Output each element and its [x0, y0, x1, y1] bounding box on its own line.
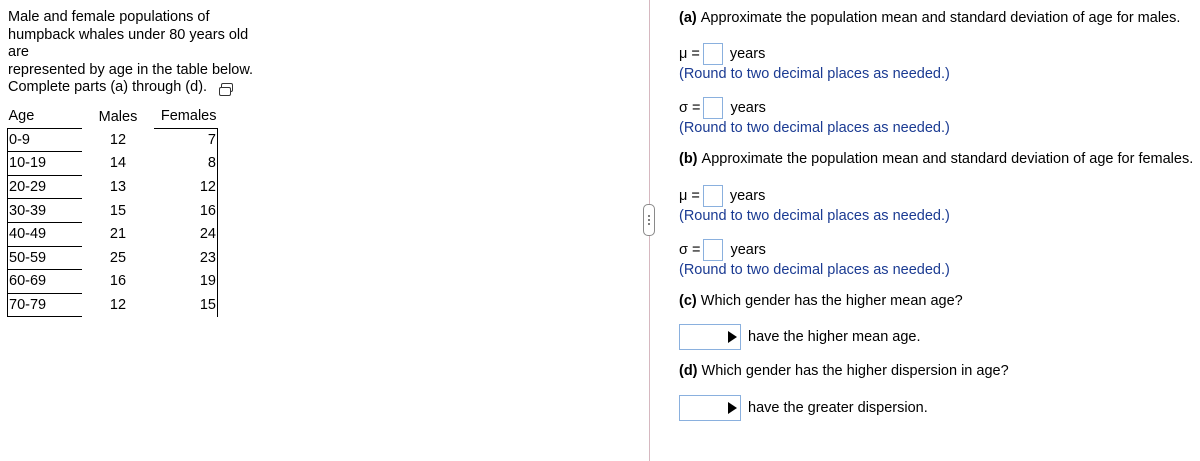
males-cell: 13: [109, 179, 127, 196]
dropdown-arrow-icon: [728, 331, 737, 343]
rounding-hint: (Round to two decimal places as needed.): [679, 262, 950, 278]
sigma-symbol: σ =: [679, 242, 701, 258]
part-b-sigma-input[interactable]: [703, 239, 723, 261]
age-cell: 30-39: [8, 199, 83, 223]
females-cell: 15: [154, 293, 218, 317]
table-row: [8, 175, 218, 199]
age-cell: 10-19: [8, 152, 83, 176]
answer-suffix: have the higher mean age.: [748, 329, 921, 345]
dropdown-arrow-icon: [728, 402, 737, 414]
intro-line: Male and female populations of: [8, 9, 210, 25]
males-cell: 12: [109, 297, 127, 314]
table-row: [8, 293, 218, 317]
unit-label: years: [729, 188, 766, 204]
females-cell: 7: [154, 128, 218, 152]
males-cell: 12: [109, 131, 127, 148]
age-cell: 40-49: [8, 222, 83, 246]
header-females: Females: [154, 105, 218, 128]
question-text: Approximate the population mean and standard deviation of age for males.: [700, 10, 1181, 26]
panel-resize-handle-icon[interactable]: [643, 204, 655, 236]
intro-line: humpback whales under 80 years old are: [8, 26, 249, 60]
males-cell: 21: [109, 226, 127, 243]
females-cell: 12: [154, 175, 218, 199]
sigma-symbol: σ =: [679, 100, 701, 116]
part-c-answer-row: [679, 324, 921, 350]
part-b-mu-row: [679, 185, 765, 207]
females-cell: 8: [154, 152, 218, 176]
age-cell: 0-9: [8, 128, 83, 152]
males-cell: 14: [109, 155, 127, 172]
males-cell: 16: [109, 273, 127, 290]
question-text: Which gender has the higher mean age?: [700, 293, 963, 309]
rounding-hint: (Round to two decimal places as needed.): [679, 66, 950, 82]
part-d-answer-row: [679, 395, 928, 421]
handle-dot: [648, 215, 650, 217]
header-males: Males: [98, 108, 138, 125]
part-b-question: [679, 151, 1193, 167]
table-header-row: [8, 105, 218, 128]
females-cell: 16: [154, 199, 218, 223]
table-row: [8, 270, 218, 294]
females-cell: 19: [154, 270, 218, 294]
part-c-gender-select[interactable]: [679, 324, 741, 350]
unit-label: years: [730, 100, 766, 116]
rounding-hint: (Round to two decimal places as needed.): [679, 120, 950, 136]
intro-line: represented by age in the table below.: [8, 61, 254, 78]
handle-dot: [648, 219, 650, 221]
part-label: (a): [679, 10, 697, 26]
answer-suffix: have the greater dispersion.: [748, 400, 928, 416]
rounding-hint: (Round to two decimal places as needed.): [679, 208, 950, 224]
mu-symbol: μ =: [679, 46, 700, 62]
table-row: [8, 246, 218, 270]
males-cell: 25: [109, 249, 127, 266]
unit-label: years: [730, 242, 766, 258]
part-a-mu-row: [679, 43, 765, 65]
header-age: Age: [8, 108, 35, 125]
table-row: [8, 128, 218, 152]
part-a-sigma-input[interactable]: [703, 97, 723, 119]
part-b-sigma-row: [679, 239, 766, 261]
question-text: Approximate the population mean and standard deviation of age for females.: [701, 151, 1194, 167]
age-cell: 20-29: [8, 175, 83, 199]
handle-dot: [648, 223, 650, 225]
females-cell: 24: [154, 222, 218, 246]
part-d-question: [679, 363, 1009, 379]
part-d-gender-select[interactable]: [679, 395, 741, 421]
part-label: (c): [679, 293, 697, 309]
age-distribution-table: [7, 105, 218, 317]
intro-line: Complete parts (a) through (d).: [8, 79, 208, 95]
unit-label: years: [729, 46, 766, 62]
age-cell: 70-79: [8, 293, 83, 317]
males-cell: 15: [109, 202, 127, 219]
part-a-question: [679, 10, 1180, 26]
part-a-mu-input[interactable]: [703, 43, 723, 65]
part-label: (b): [679, 151, 698, 167]
part-a-sigma-row: [679, 97, 766, 119]
table-row: [8, 222, 218, 246]
mu-symbol: μ =: [679, 188, 700, 204]
question-text: Which gender has the higher dispersion in age?: [701, 363, 1009, 379]
table-row: [8, 199, 218, 223]
part-b-mu-input[interactable]: [703, 185, 723, 207]
table-row: [8, 152, 218, 176]
age-cell: 60-69: [8, 270, 83, 294]
part-label: (d): [679, 363, 698, 379]
females-cell: 23: [154, 246, 218, 270]
age-cell: 50-59: [8, 246, 83, 270]
part-c-question: [679, 293, 963, 309]
copy-table-icon[interactable]: [219, 83, 233, 97]
